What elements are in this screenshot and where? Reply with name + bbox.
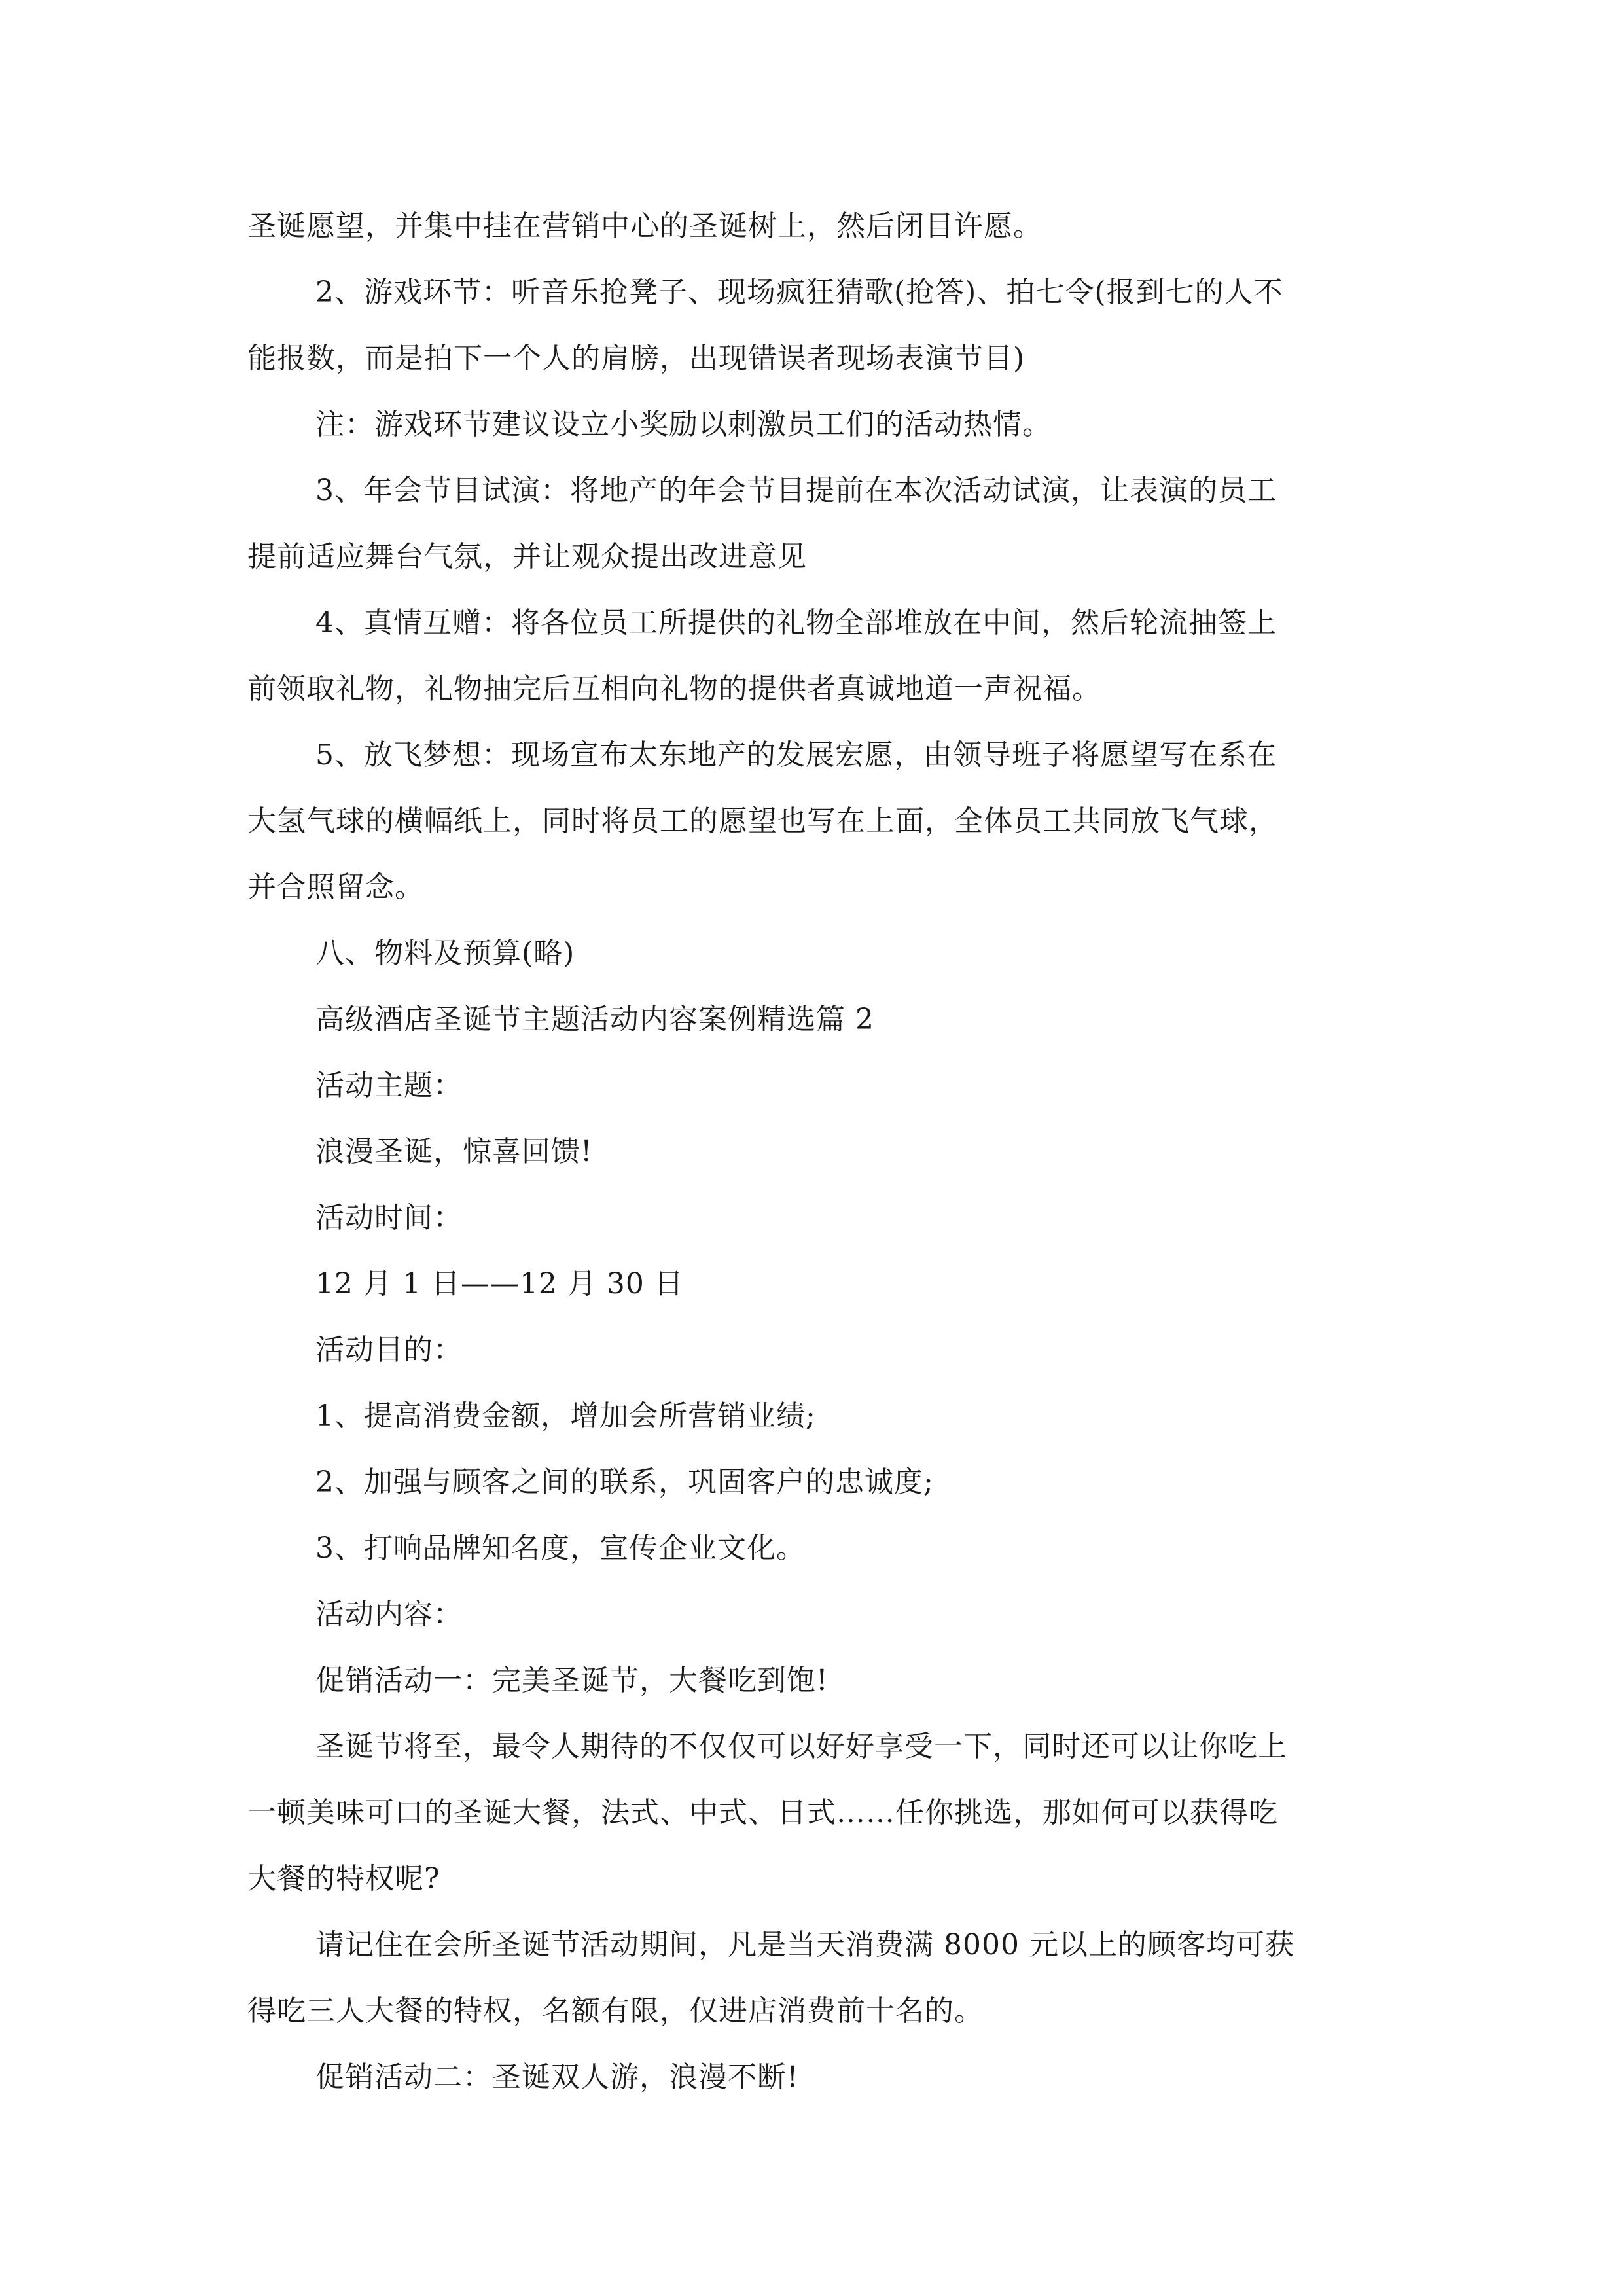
text-line: 请记住在会所圣诞节活动期间，凡是当天消费满 8000 元以上的顾客均可获 bbox=[315, 1928, 1294, 1962]
text-line: 得吃三人大餐的特权，名额有限，仅进店消费前十名的。 bbox=[247, 1994, 984, 2028]
text-line: 并合照留念。 bbox=[247, 870, 424, 904]
text-line: 注：游戏环节建议设立小奖励以刺激员工们的活动热情。 bbox=[315, 408, 1052, 441]
text-line: 促销活动一：完美圣诞节，大餐吃到饱! bbox=[315, 1664, 829, 1697]
text-line: 圣诞节将至，最令人期待的不仅仅可以好好享受一下，同时还可以让你吃上 bbox=[315, 1730, 1287, 1763]
text-line: 12 月 1 日——12 月 30 日 bbox=[315, 1267, 684, 1300]
text-line: 浪漫圣诞，惊喜回馈! bbox=[315, 1135, 593, 1168]
text-line: 活动时间： bbox=[315, 1201, 463, 1234]
text-line: 大餐的特权呢? bbox=[247, 1862, 440, 1895]
text-line: 1、提高消费金额，增加会所营销业绩; bbox=[315, 1399, 816, 1433]
document-body bbox=[247, 193, 1391, 2110]
text-line: 活动主题： bbox=[315, 1069, 463, 1102]
text-line: 3、年会节目试演：将地产的年会节目提前在本次活动试演，让表演的员工 bbox=[315, 474, 1277, 507]
text-line: 活动内容： bbox=[315, 1598, 463, 1631]
text-line: 前领取礼物，礼物抽完后互相向礼物的提供者真诚地道一声祝福。 bbox=[247, 672, 1101, 706]
text-line: 能报数，而是拍下一个人的肩膀，出现错误者现场表演节目) bbox=[247, 342, 1026, 375]
text-line: 3、打响品牌知名度，宣传企业文化。 bbox=[315, 1532, 806, 1565]
text-line: 圣诞愿望，并集中挂在营销中心的圣诞树上，然后闭目许愿。 bbox=[247, 209, 1043, 243]
text-line: 大氢气球的横幅纸上，同时将员工的愿望也写在上面，全体员工共同放飞气球， bbox=[247, 804, 1278, 838]
text-line: 2、加强与顾客之间的联系，巩固客户的忠诚度; bbox=[315, 1465, 934, 1499]
text-line: 八、物料及预算(略) bbox=[315, 937, 575, 970]
text-line: 高级酒店圣诞节主题活动内容案例精选篇 2 bbox=[315, 1003, 874, 1036]
text-line: 2、游戏环节：听音乐抢凳子、现场疯狂猜歌(抢答)、拍七令(报到七的人不 bbox=[315, 276, 1283, 309]
text-line: 活动目的： bbox=[315, 1333, 463, 1367]
text-line: 促销活动二：圣诞双人游，浪漫不断! bbox=[315, 2060, 799, 2094]
text-line: 一顿美味可口的圣诞大餐，法式、中式、日式……任你挑选，那如何可以获得吃 bbox=[247, 1796, 1278, 1829]
text-line: 提前适应舞台气氛，并让观众提出改进意见 bbox=[247, 540, 807, 573]
text-line: 4、真情互赠：将各位员工所提供的礼物全部堆放在中间，然后轮流抽签上 bbox=[315, 606, 1277, 639]
text-line: 5、放飞梦想：现场宣布太东地产的发展宏愿，由领导班子将愿望写在系在 bbox=[315, 738, 1277, 772]
